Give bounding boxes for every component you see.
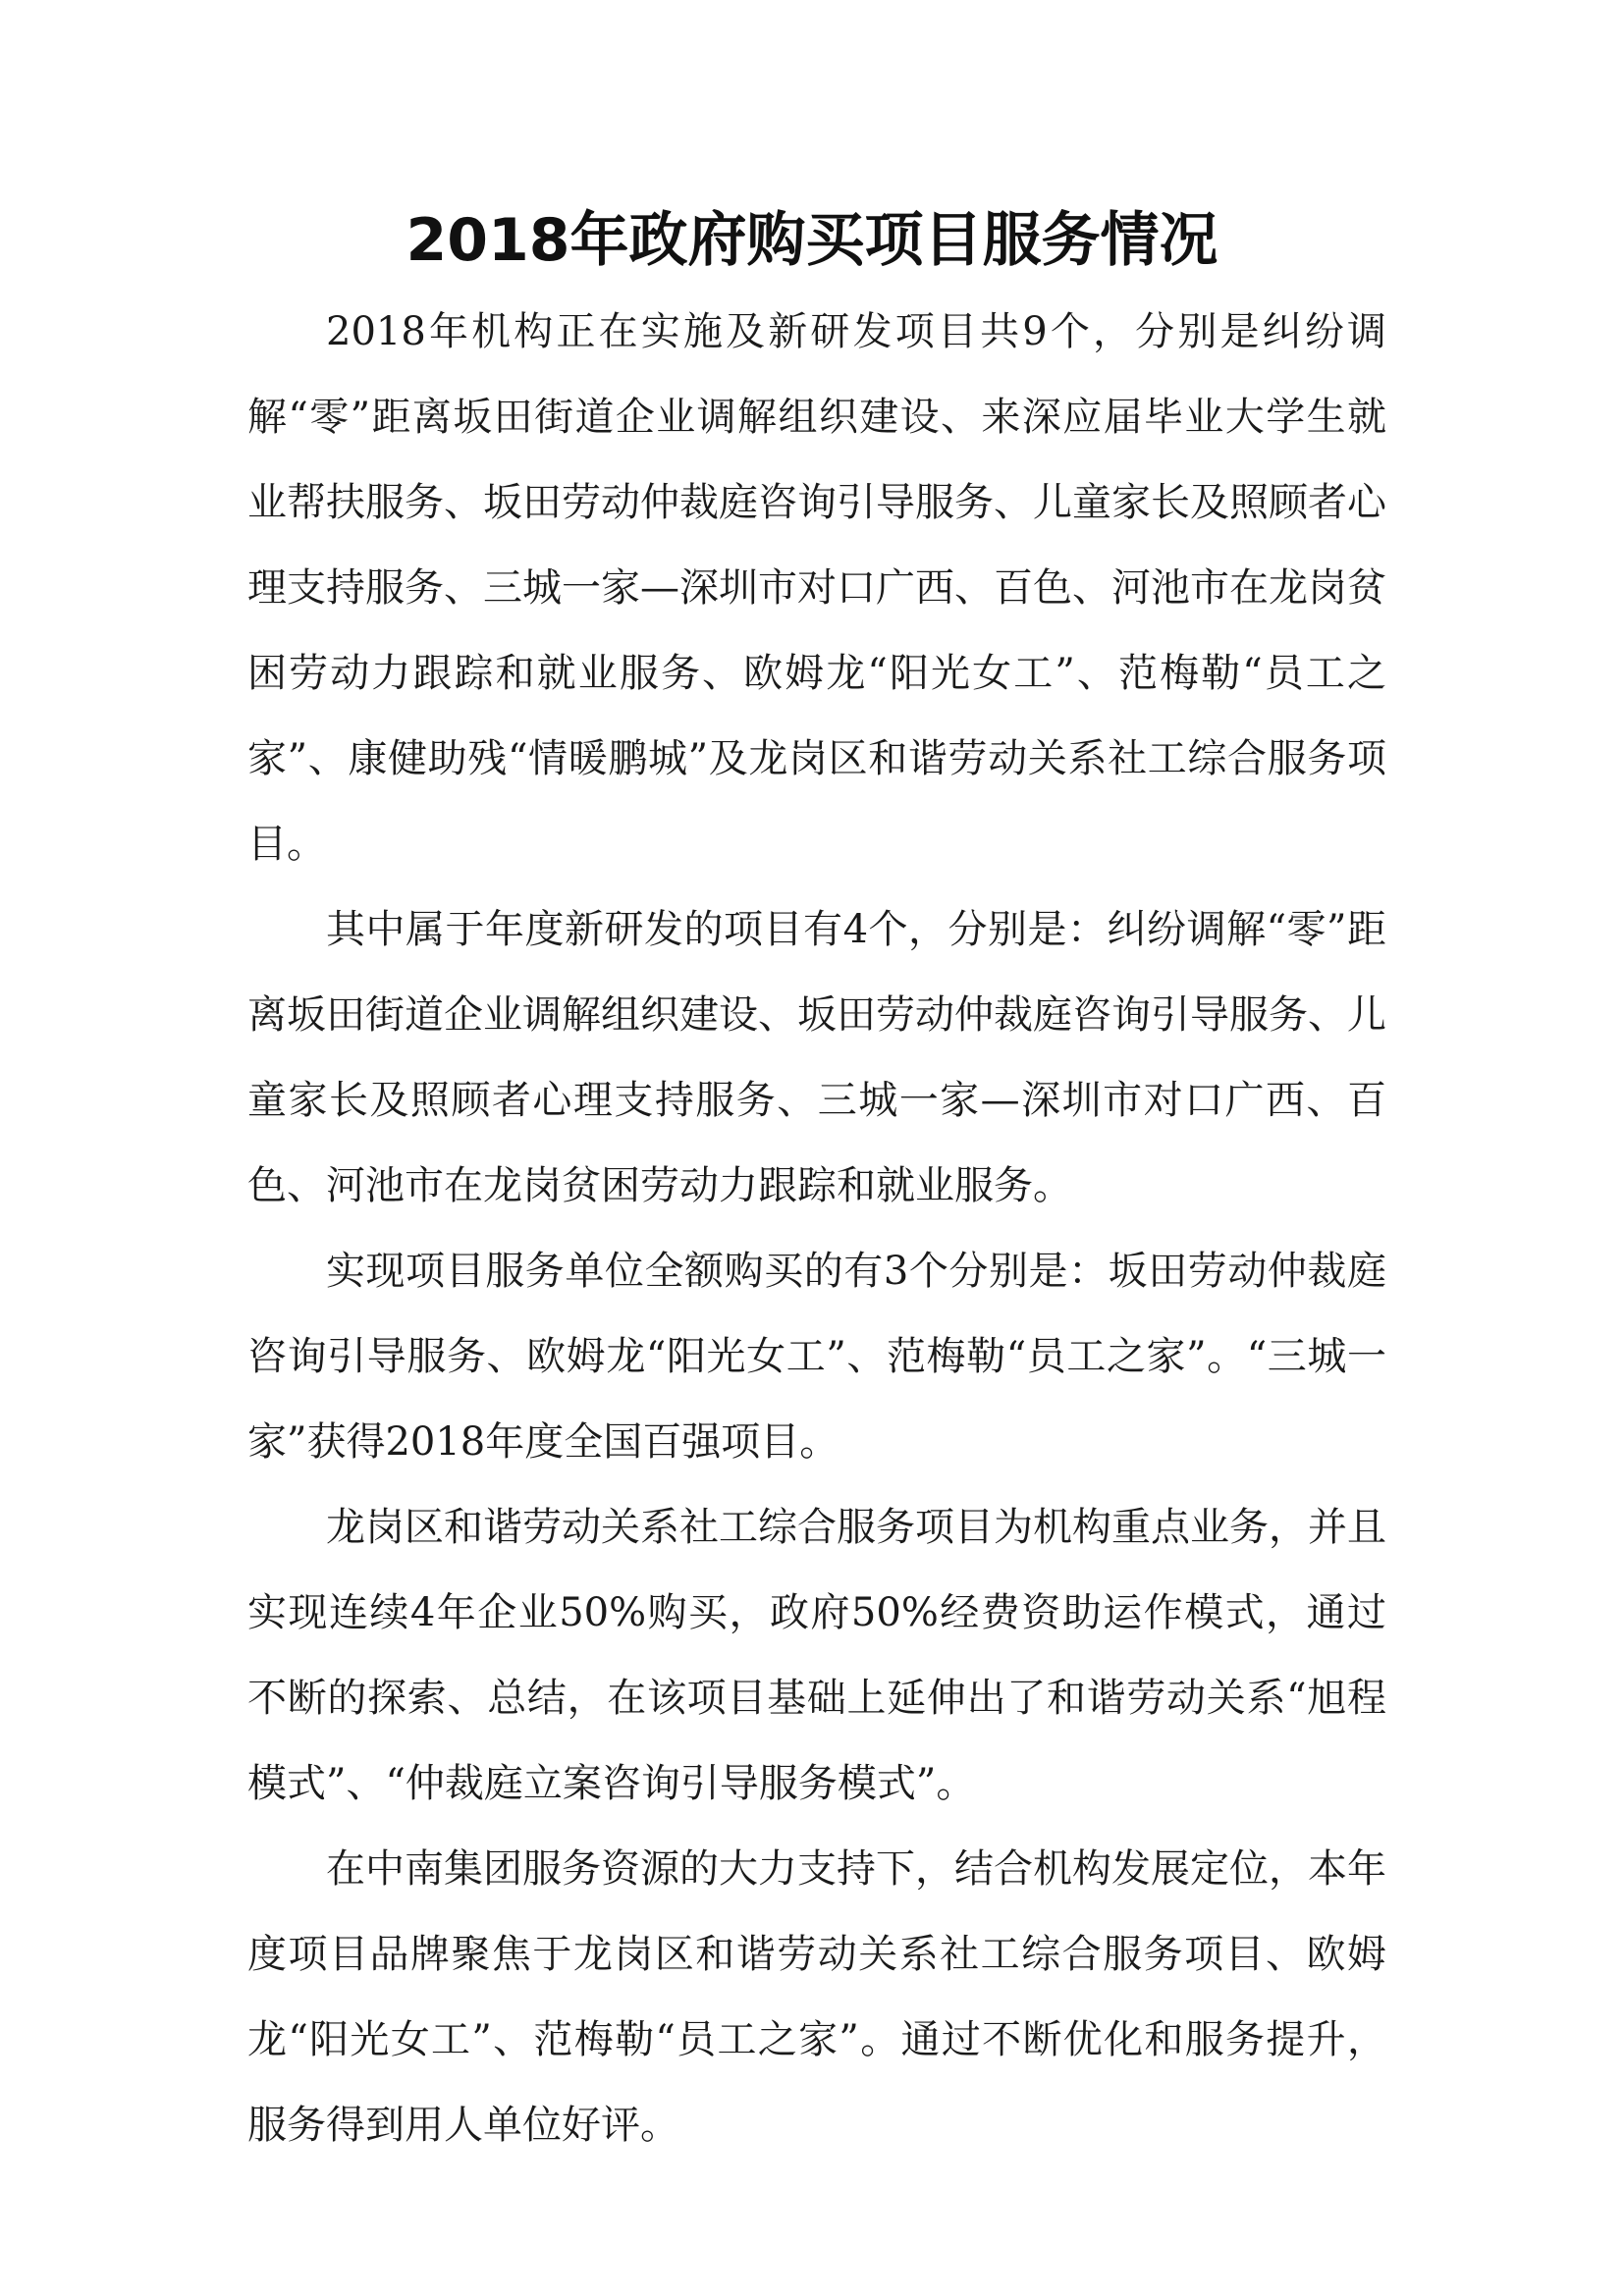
paragraph-full-purchase: 实现项目服务单位全额购买的有3个分别是：坂田劳动仲裁庭咨询引导服务、欧姆龙“阳光女工”、范梅勒“员工之家”。“三城一家”获得2018年度全国百强项目。	[247, 1249, 1386, 1465]
document-title: 2018年政府购买项目服务情况	[406, 206, 1218, 275]
paragraph-key-business: 龙岗区和谐劳动关系社工综合服务项目为机构重点业务，并且实现连续4年企业50%购买，政府50%经费资助运作模式，通过不断的探索、总结，在该项目基础上延伸出了和谐劳动关系“旭程模式”、“仲裁庭立案咨询引导服务模式”。	[247, 1505, 1386, 1806]
paragraph-new-projects: 其中属于年度新研发的项目有4个，分别是：纠纷调解“零”距离坂田街道企业调解组织建设、坂田劳动仲裁庭咨询引导服务、儿童家长及照顾者心理支持服务、三城一家—深圳市对口广西、百色、河池市在龙岗贫困劳动力跟踪和就业服务。	[247, 907, 1386, 1208]
paragraph-project-overview: 2018年机构正在实施及新研发项目共9个，分别是纠纷调解“零”距离坂田街道企业调解组织建设、来深应届毕业大学生就业帮扶服务、坂田劳动仲裁庭咨询引导服务、儿童家长及照顾者心理支持服务、三城一家—深圳市对口广西、百色、河池市在龙岗贫困劳动力跟踪和就业服务、欧姆龙“阳光女工”、范梅勒“员工之家”、康健助残“情暖鹏城”及龙岗区和谐劳动关系社工综合服务项目。	[247, 309, 1386, 867]
document-body	[247, 290, 1386, 2168]
paragraph-brand-focus: 在中南集团服务资源的大力支持下，结合机构发展定位，本年度项目品牌聚焦于龙岗区和谐劳动关系社工综合服务项目、欧姆龙“阳光女工”、范梅勒“员工之家”。通过不断优化和服务提升，服务得到用人单位好评。	[247, 1846, 1386, 2148]
